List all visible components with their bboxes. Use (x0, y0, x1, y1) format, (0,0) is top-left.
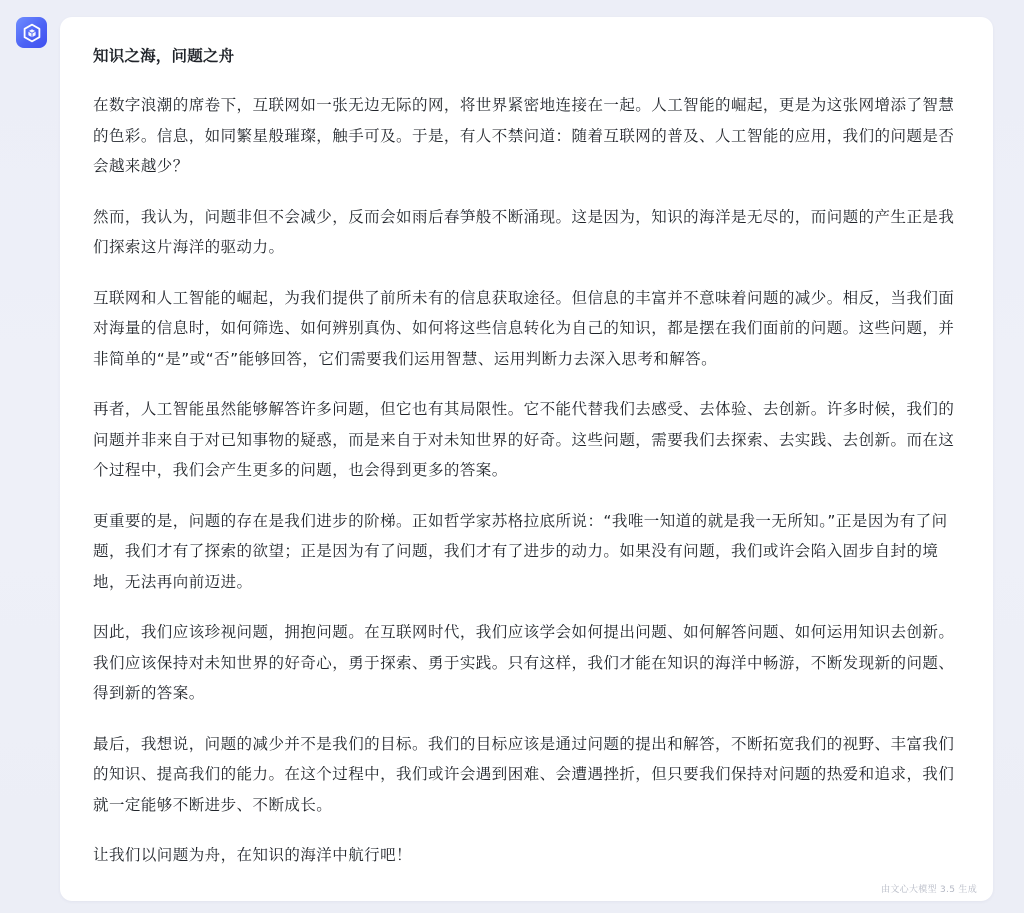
model-attribution: 由文心大模型 3.5 生成 (881, 885, 977, 895)
message-paragraph-1: 在数字浪潮的席卷下，互联网如一张无边无际的网，将世界紧密地连接在一起。人工智能的崛起，更是为这张网增添了智慧的色彩。信息，如同繁星般璀璨，触手可及。于是，有人不禁问道：随着互联网的普及、人工智能的应用，我们的问题是否会越来越少？ (93, 96, 955, 175)
message-title: 知识之海，问题之舟 (93, 47, 235, 65)
message-paragraph-4: 再者，人工智能虽然能够解答许多问题，但它也有其局限性。它不能代替我们去感受、去体验、去创新。许多时候，我们的问题并非来自于对已知事物的疑惑，而是来自于对未知世界的好奇。这些问题，需要我们去探索、去实践、去创新。而在这个过程中，我们会产生更多的问题，也会得到更多的答案。 (93, 400, 955, 479)
message-paragraph-6: 因此，我们应该珍视问题，拥抱问题。在互联网时代，我们应该学会如何提出问题、如何解答问题、如何运用知识去创新。我们应该保持对未知世界的好奇心，勇于探索、勇于实践。只有这样，我们才能在知识的海洋中畅游，不断发现新的问题、得到新的答案。 (93, 623, 955, 702)
message-paragraph-2: 然而，我认为，问题非但不会减少，反而会如雨后春笋般不断涌现。这是因为，知识的海洋是无尽的，而问题的产生正是我们探索这片海洋的驱动力。 (93, 207, 955, 256)
message-paragraph-7: 最后，我想说，问题的减少并不是我们的目标。我们的目标应该是通过问题的提出和解答，不断拓宽我们的视野、丰富我们的知识、提高我们的能力。在这个过程中，我们或许会遇到困难、会遭遇挫折，但只要我们保持对问题的热爱和追求，我们就一定能够不断进步、不断成长。 (93, 734, 955, 814)
message-paragraph-3: 互联网和人工智能的崛起，为我们提供了前所未有的信息获取途径。但信息的丰富并不意味着问题的减少。相反，当我们面对海量的信息时，如何筛选、如何辨别真伪、如何将这些信息转化为自己的知识，都是摆在我们面前的问题。这些问题，并非简单的“是”或“否”能够回答，它们需要我们运用智慧、运用判断力去深入思考和解答。 (93, 288, 955, 368)
assistant-avatar (16, 17, 47, 48)
message-paragraph-8: 让我们以问题为舟，在知识的海洋中航行吧！ (93, 846, 413, 864)
cube-logo-icon (22, 23, 42, 43)
message-paragraph-5: 更重要的是，问题的存在是我们进步的阶梯。正如哲学家苏格拉底所说：“我唯一知道的就是我一无所知。”正是因为有了问题，我们才有了探索的欲望；正是因为有了问题，我们才有了进步的动力。如果没有问题，我们或许会陷入固步自封的境地，无法再向前迈进。 (93, 511, 948, 591)
assistant-message-card (60, 17, 993, 901)
